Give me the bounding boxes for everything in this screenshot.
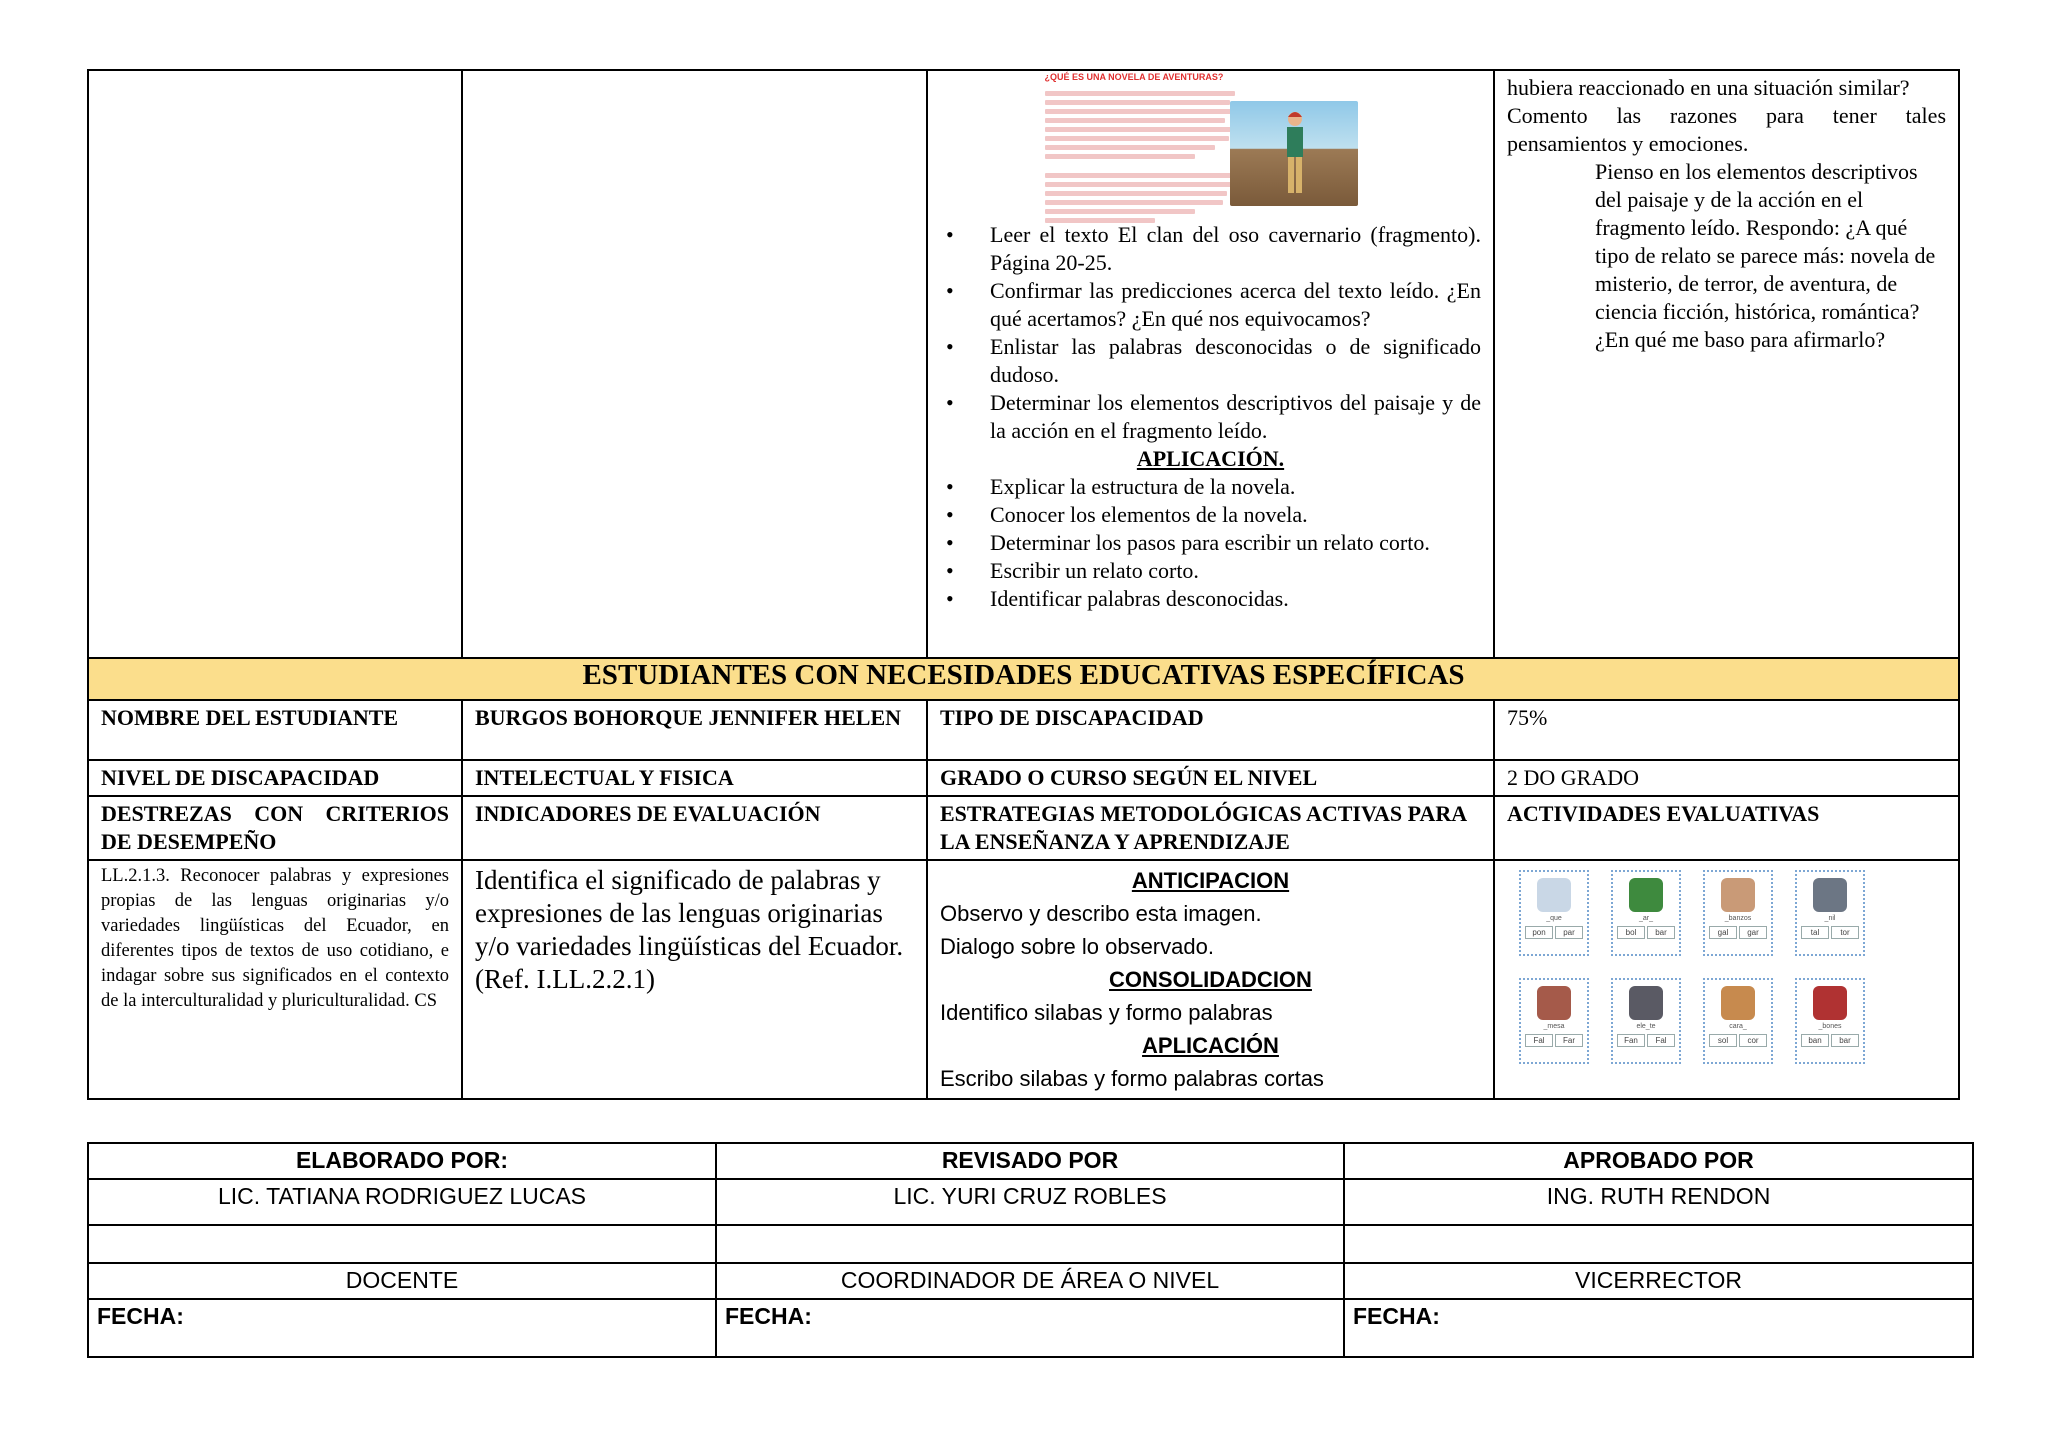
aprobado-name: ING. RUTH RENDON — [1344, 1179, 1973, 1225]
card-options — [1521, 1031, 1587, 1047]
list-item: • Confirmar las predicciones acerca del texto leído. ¿En qué acertamos? ¿En qué nos equivocamos? — [990, 277, 1481, 333]
syllable-option: Fan — [1617, 1034, 1645, 1047]
syllable-card — [1519, 870, 1589, 956]
list-item: • Leer el texto El clan del oso cavernario (fragmento). Página 20-25. — [990, 221, 1481, 277]
syllable-card — [1795, 978, 1865, 1064]
disability-type-value: 75% — [1494, 700, 1959, 760]
illustration-text-lines — [1045, 87, 1245, 227]
syllable-card — [1703, 978, 1773, 1064]
evaluative-line: Comento las razones para tener tales pensamientos y emociones. — [1507, 103, 1946, 156]
nee-banner: ESTUDIANTES CON NECESIDADES EDUCATIVAS ESPECÍFICAS — [88, 658, 1959, 700]
aprobado-role: VICERRECTOR — [1344, 1263, 1973, 1299]
syllable-option: bar — [1831, 1034, 1859, 1047]
card-word: ele_te — [1636, 1023, 1656, 1030]
elaborado-label: ELABORADO POR: — [88, 1143, 716, 1179]
card-options — [1521, 923, 1587, 939]
tree-icon — [1629, 878, 1663, 912]
activities-list — [940, 221, 1481, 445]
content-row — [88, 860, 1959, 1099]
syllable-option: tal — [1801, 926, 1829, 939]
disability-type-label: TIPO DE DISCAPACIDAD — [927, 700, 1494, 760]
explorer-image — [1230, 101, 1358, 206]
aplicacion-heading: APLICACIÓN. — [1136, 446, 1285, 471]
card-options — [1613, 1031, 1679, 1047]
revisado-name: LIC. YURI CRUZ ROBLES — [716, 1179, 1344, 1225]
strategy-line: Dialogo sobre lo observado. — [940, 934, 1214, 959]
consolidacion-heading: CONSOLIDADCION — [1109, 967, 1312, 992]
list-item: • Explicar la estructura de la novela. — [990, 473, 1481, 501]
evaluative-line: hubiera reaccionado en una situación similar? — [1507, 75, 1910, 100]
col-indicadores: INDICADORES DE EVALUACIÓN — [462, 796, 927, 860]
col-actividades: ACTIVIDADES EVALUATIVAS — [1494, 796, 1959, 860]
signature-space — [716, 1225, 1344, 1263]
elaborado-role: DOCENTE — [88, 1263, 716, 1299]
syllable-option: par — [1555, 926, 1583, 939]
anticipacion-heading: ANTICIPACION — [1131, 868, 1290, 893]
syllable-option: cor — [1739, 1034, 1767, 1047]
evaluative-activities-cell — [1494, 860, 1959, 1099]
approvals-header-row — [88, 1143, 1973, 1179]
aplicacion-list — [940, 473, 1481, 613]
syllable-option: tor — [1831, 926, 1859, 939]
house-icon — [1537, 986, 1571, 1020]
destreza-text: LL.2.1.3. Reconocer palabras y expresiones propias de las lenguas originarias y/o variedades lingüísticas del Ecuador, en diferentes tipos de textos de uso cotidiano, e indagar sobre sus significados en el contexto de la interculturalidad y pluriculturalidad. CS — [88, 860, 462, 1099]
syllable-option: bar — [1647, 926, 1675, 939]
card-word: _banzos — [1724, 915, 1752, 922]
syllable-option: gal — [1709, 926, 1737, 939]
list-item: • Conocer los elementos de la novela. — [990, 501, 1481, 529]
signature-space — [1344, 1225, 1973, 1263]
approvals-signature-row — [88, 1225, 1973, 1263]
bread-icon — [1721, 878, 1755, 912]
approvals-table — [87, 1142, 1974, 1358]
syllable-card — [1795, 870, 1865, 956]
student-label: NOMBRE DEL ESTUDIANTE — [88, 700, 462, 760]
col-estrategias: ESTRATEGIAS METODOLÓGICAS ACTIVAS PARA LA ENSEÑANZA Y APRENDIZAJE — [927, 796, 1494, 860]
card-word: _mesa — [1543, 1023, 1565, 1030]
disability-level-value: INTELECTUAL Y FISICA — [462, 760, 927, 796]
strategy-line: Observo y describo esta imagen. — [940, 901, 1262, 926]
grill-icon — [1813, 986, 1847, 1020]
syllable-card — [1611, 978, 1681, 1064]
activities-cell — [927, 70, 1494, 658]
syllable-option: bol — [1617, 926, 1645, 939]
strategy-line: Identifico silabas y formo palabras — [940, 1000, 1273, 1025]
revisado-role: COORDINADOR DE ÁREA O NIVEL — [716, 1263, 1344, 1299]
syllable-card — [1611, 870, 1681, 956]
card-word: _nil — [1824, 915, 1836, 922]
fecha-label: FECHA: — [88, 1299, 716, 1357]
screw-icon — [1813, 878, 1847, 912]
card-options — [1705, 923, 1771, 939]
strategy-line: Escribo silabas y formo palabras cortas — [940, 1066, 1324, 1091]
fecha-label: FECHA: — [716, 1299, 1344, 1357]
card-word: _ar_ — [1638, 915, 1653, 922]
card-options — [1797, 1031, 1863, 1047]
planning-table — [87, 69, 1960, 1100]
empty-cell — [88, 70, 462, 658]
building-icon — [1537, 878, 1571, 912]
syllable-cards-grid — [1507, 864, 1946, 1064]
nee-banner-row — [88, 658, 1959, 700]
elephant-icon — [1629, 986, 1663, 1020]
card-options — [1613, 923, 1679, 939]
approvals-date-row — [88, 1299, 1973, 1357]
approvals-names-row — [88, 1179, 1973, 1225]
aprobado-label: APROBADO POR — [1344, 1143, 1973, 1179]
student-name: BURGOS BOHORQUE JENNIFER HELEN — [462, 700, 927, 760]
columns-header-row — [88, 796, 1959, 860]
card-options — [1705, 1031, 1771, 1047]
card-word: _bones — [1818, 1023, 1842, 1030]
list-item: • Determinar los pasos para escribir un relato corto. — [990, 529, 1481, 557]
list-item: • Determinar los elementos descriptivos del paisaje y de la acción en el fragmento leído. — [990, 389, 1481, 445]
snail-icon — [1721, 986, 1755, 1020]
syllable-card — [1519, 978, 1589, 1064]
grade-label: GRADO O CURSO SEGÚN EL NIVEL — [927, 760, 1494, 796]
fecha-label: FECHA: — [1344, 1299, 1973, 1357]
card-options — [1797, 923, 1863, 939]
col-destrezas: DESTREZAS CON CRITERIOS DE DESEMPEÑO — [88, 796, 462, 860]
syllable-option: ban — [1801, 1034, 1829, 1047]
card-word: _que — [1546, 915, 1562, 922]
syllable-option: Fal — [1647, 1034, 1675, 1047]
list-item: • Identificar palabras desconocidas. — [990, 585, 1481, 613]
empty-cell — [462, 70, 927, 658]
revisado-label: REVISADO POR — [716, 1143, 1344, 1179]
strategy-cell — [927, 860, 1494, 1099]
plan-continuation-row — [88, 70, 1959, 658]
student-row — [88, 700, 1959, 760]
syllable-option: sol — [1709, 1034, 1737, 1047]
syllable-card — [1703, 870, 1773, 956]
card-word: cara_ — [1729, 1023, 1747, 1030]
evaluative-cell — [1494, 70, 1959, 658]
aplicacion-heading: APLICACIÓN — [1142, 1033, 1279, 1058]
level-row — [88, 760, 1959, 796]
grade-value: 2 DO GRADO — [1494, 760, 1959, 796]
signature-space — [88, 1225, 716, 1263]
indicador-text: Identifica el significado de palabras y expresiones de las lenguas originarias y/o variedades lingüísticas del Ecuador. (Ref. I.LL.2.2.1) — [462, 860, 927, 1099]
syllable-option: Fal — [1525, 1034, 1553, 1047]
elaborado-name: LIC. TATIANA RODRIGUEZ LUCAS — [88, 1179, 716, 1225]
explorer-icon — [1282, 109, 1308, 199]
list-item: • Enlistar las palabras desconocidas o de significado dudoso. — [990, 333, 1481, 389]
syllable-option: Far — [1555, 1034, 1583, 1047]
list-item: • Escribir un relato corto. — [990, 557, 1481, 585]
syllable-option: gar — [1739, 926, 1767, 939]
syllable-option: pon — [1525, 926, 1553, 939]
illustration-title: ¿QUÉ ES UNA NOVELA DE AVENTURAS? — [1044, 72, 1224, 82]
disability-level-label: NIVEL DE DISCAPACIDAD — [88, 760, 462, 796]
evaluative-indented-text: Pienso en los elementos descriptivos del paisaje y de la acción en el fragmento leído. Respondo: ¿A qué tipo de relato se parece más: novela de misterio, de terror, de aventura, de ciencia ficción, histórica, romántica? ¿En qué me baso para afirmarlo? — [1595, 159, 1936, 352]
approvals-roles-row — [88, 1263, 1973, 1299]
adventure-novel-illustration — [1045, 71, 1365, 221]
